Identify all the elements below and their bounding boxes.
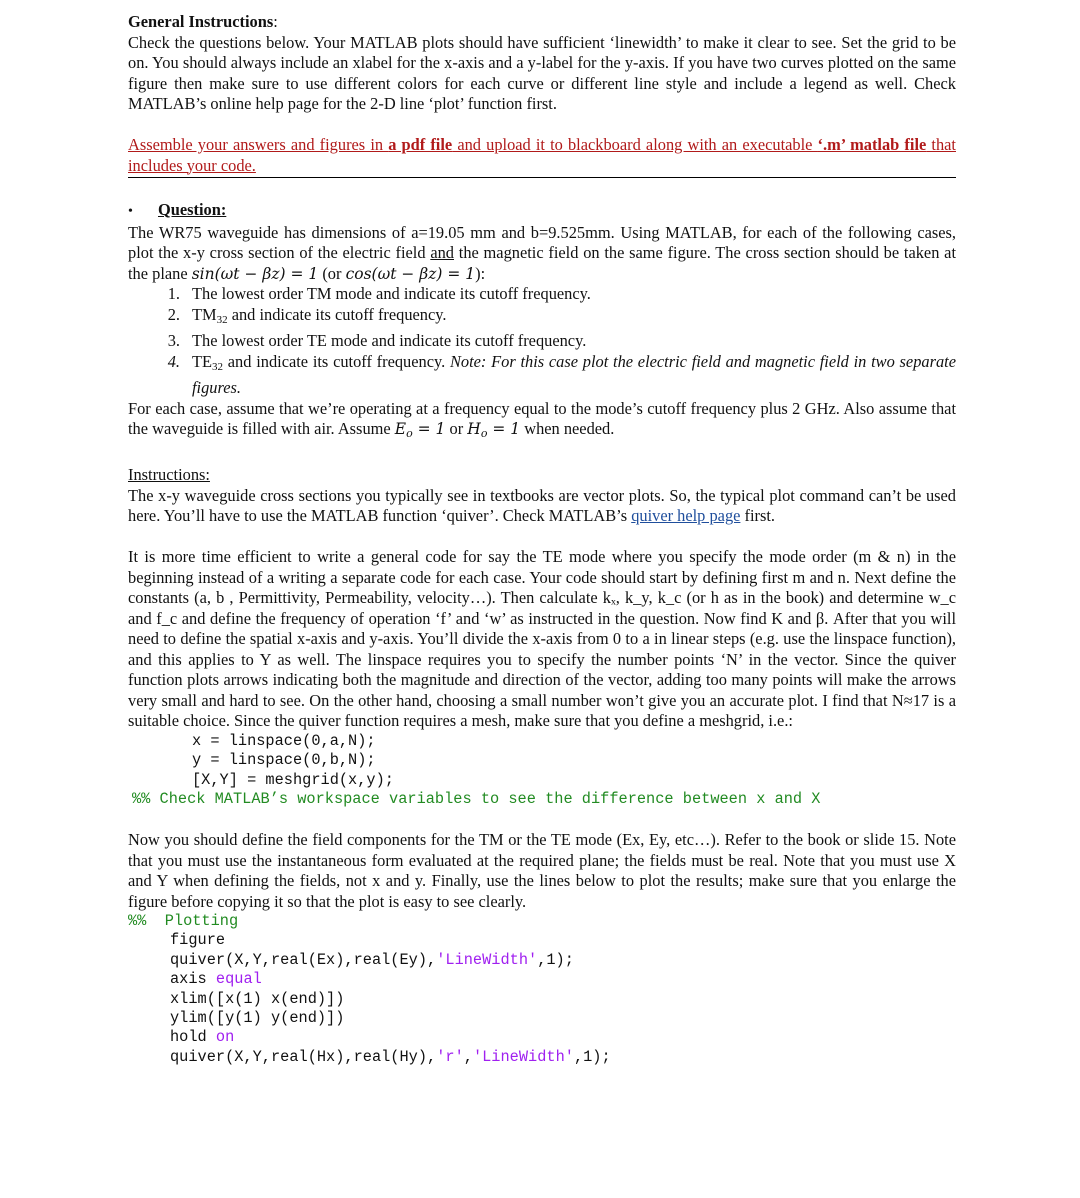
code-line: [X,Y] = meshgrid(x,y); bbox=[192, 770, 394, 789]
code-line: xlim([x(1) x(end)]) bbox=[170, 989, 345, 1008]
instructions-heading: Instructions: bbox=[128, 465, 210, 485]
document-page bbox=[128, 12, 956, 1067]
code-comment: %% Plotting bbox=[128, 912, 239, 930]
assumptions-paragraph: For each case, assume that we’re operating at a frequency equal to the mode’s cutoff frequency plus 2 GHz. Also assume that the waveguide is filled with air. Assume $E_o = 1$ or $H_o = 1$ when needed. bbox=[128, 398, 956, 441]
instructions-paragraph-2: It is more time efficient to write a general code for say the TE mode where you specify the mode order (m & n) in the beginning instead of a writing a separate code for each case. Your code should start by defining first m and n. Next define the constants (a, b , Permittivity, Permeability, velocity…). Then calculate kₓ, k_y, k_c (or h as in the book) and determine w_c and f_c and define the frequency of operation ‘f’ and ‘w’ as instructed in the question. Now find K and β. After that you will need to define the spatial x-axis and y-axis. You’ll divide the x-axis from 0 to a in linear steps (e.g. use the linspace function), and this applies to Y as well. The linspace requires you to specify the number points ‘N’ in the vector. Since the quiver function plots arrows indicating both the magnitude and direction of the vector, adding too many points will make the arrows very small and hard to see. On the other hand, choosing a small number won’t give you an accurate plot. I find that N≈17 is a suitable choice. Since the quiver function requires a mesh, make sure that you define a meshgrid, i.e.: bbox=[128, 547, 956, 731]
question-intro: The WR75 waveguide has dimensions of a=19.05 mm and b=9.525mm. Using MATLAB, for each of the following cases, plot the x-y cross section of the electric field and the magnetic field on the same figure. The cross section should be taken at the plane sin(ωt − βz) = 1 (or cos(ωt − βz) = 1): bbox=[128, 222, 956, 283]
code-line: ylim([y(1) y(end)]) bbox=[170, 1009, 345, 1028]
question-heading bbox=[128, 200, 956, 223]
question-cases-list bbox=[128, 284, 956, 398]
question-title: Question: bbox=[158, 200, 227, 219]
code-block-meshgrid bbox=[128, 732, 956, 810]
code-line: hold on bbox=[170, 1028, 235, 1047]
code-line: axis equal bbox=[170, 970, 262, 989]
code-line: figure bbox=[170, 931, 226, 950]
code-line: quiver(X,Y,real(Ex),real(Ey),'LineWidth',1); bbox=[170, 950, 574, 969]
horizontal-divider bbox=[128, 177, 956, 178]
list-item: 2. $TM_{32}$ and indicate its cutoff frequency. bbox=[167, 305, 447, 327]
instructions-paragraph-1: The x-y waveguide cross sections you typically see in textbooks are vector plots. So, the typical plot command can’t be used here. You’ll have to use the MATLAB function ‘quiver’. Check MATLAB’s quiver help page first. bbox=[128, 485, 956, 526]
list-item: 4. $TE_{32}$ and indicate its cutoff frequency. Note: For this case plot the electric field and magnetic field in two separate figures. bbox=[167, 352, 957, 397]
code-block-plotting bbox=[128, 912, 956, 1067]
list-item: 1. The lowest order TM mode and indicate its cutoff frequency. bbox=[167, 284, 591, 303]
assemble-notice: Assemble your answers and figures in a pdf file and upload it to blackboard along with an executable ‘.m’ matlab file that includes your code. bbox=[128, 135, 956, 175]
code-line: x = linspace(0,a,N); bbox=[192, 731, 376, 750]
quiver-help-link[interactable]: quiver help page bbox=[631, 506, 741, 526]
list-item: 3. The lowest order TE mode and indicate its cutoff frequency. bbox=[167, 331, 587, 351]
bullet-icon: • bbox=[128, 204, 133, 219]
general-instructions-section bbox=[128, 12, 956, 115]
general-heading: General Instructions: bbox=[128, 12, 278, 31]
code-comment: %% Check MATLAB’s workspace variables to see the difference between x and X bbox=[132, 790, 821, 809]
general-paragraph: Check the questions below. Your MATLAB plots should have sufficient ‘linewidth’ to make it clear to see. Set the grid to be on. You should always include an xlabel for the x-axis and a y-label for the y-axis. If you have two curves plotted on the same figure then make sure to use different colors for each curve or different line style and include a legend as well. Check MATLAB’s online help page for the 2-D line ‘plot’ function first. bbox=[128, 32, 956, 113]
code-line: y = linspace(0,b,N); bbox=[192, 751, 376, 770]
instructions-paragraph-3: Now you should define the field components for the TM or the TE mode (Ex, Ey, etc…). Refer to the book or slide 15. Note that you must use the instantaneous form evaluated at the required plane; the fields must be real. Note that you must use X and Y when defining the fields, not x and y. Finally, use the lines below to plot the results; make sure that you enlarge the figure before copying it so that the plot is easy to see clearly. bbox=[128, 830, 956, 911]
code-line: quiver(X,Y,real(Hx),real(Hy),'r','LineWidth',1); bbox=[170, 1047, 611, 1066]
